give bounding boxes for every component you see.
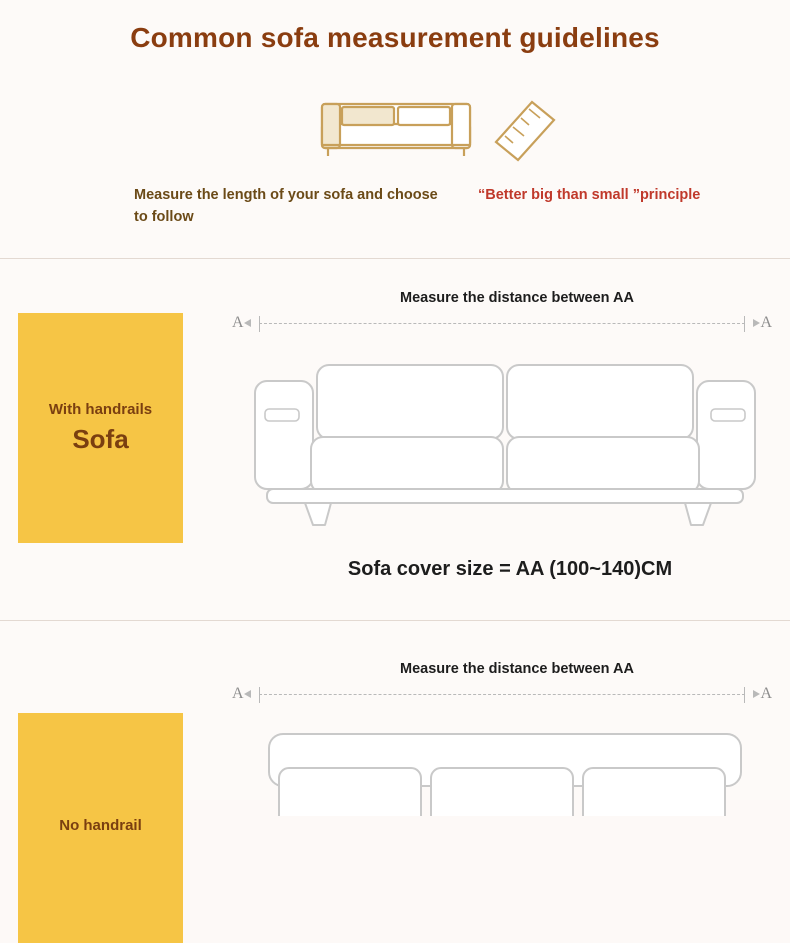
tick-right [744, 316, 745, 332]
tick-left [259, 687, 260, 703]
hero-caption-right: “Better big than small ”principle [478, 187, 701, 203]
badge-line2: Sofa [72, 424, 129, 454]
sofa-no-handrail-svg [255, 726, 755, 816]
aa-dashed-line [259, 694, 746, 695]
result-text-1: Sofa cover size = AA (100~140)CM [347, 558, 673, 580]
measure-label-1: Measure the distance between AA [400, 290, 634, 306]
aa-dashed-line [259, 323, 746, 324]
aa-dimension-row-1 [232, 314, 772, 332]
sofa-with-handrails-svg [245, 353, 765, 533]
sofa-no-handrail-illustration [255, 726, 755, 821]
sofa-with-handrails-illustration [245, 353, 765, 538]
aa-letter-right: A [760, 685, 772, 702]
aa-letter-left: A [232, 314, 244, 331]
section-with-handrails [0, 258, 790, 620]
aa-letter-right: A [760, 314, 772, 331]
badge-line1: With handrails [48, 401, 153, 418]
badge-with-handrails [18, 313, 183, 543]
section-no-handrail [0, 621, 790, 834]
arrow-left-icon [244, 690, 251, 698]
badge-no-handrail [18, 713, 183, 943]
arrow-left-icon [244, 319, 251, 327]
arrow-right-icon [753, 690, 760, 698]
hero-illustration [300, 88, 570, 168]
aa-letter-left: A [232, 685, 244, 702]
tick-left [259, 316, 260, 332]
badge-line1: No handrail [59, 816, 142, 834]
ruler-icon [496, 102, 554, 160]
sofa-icon [322, 104, 470, 156]
measure-label-2: Measure the distance between AA [400, 661, 634, 677]
hero-svg [300, 88, 570, 168]
hero-caption-left: Measure the length of your sofa and choose to follow [134, 187, 438, 225]
tick-right [744, 687, 745, 703]
aa-dimension-row-2 [232, 685, 772, 703]
arrow-right-icon [753, 319, 760, 327]
page-title: Common sofa measurement guidelines [130, 22, 660, 53]
